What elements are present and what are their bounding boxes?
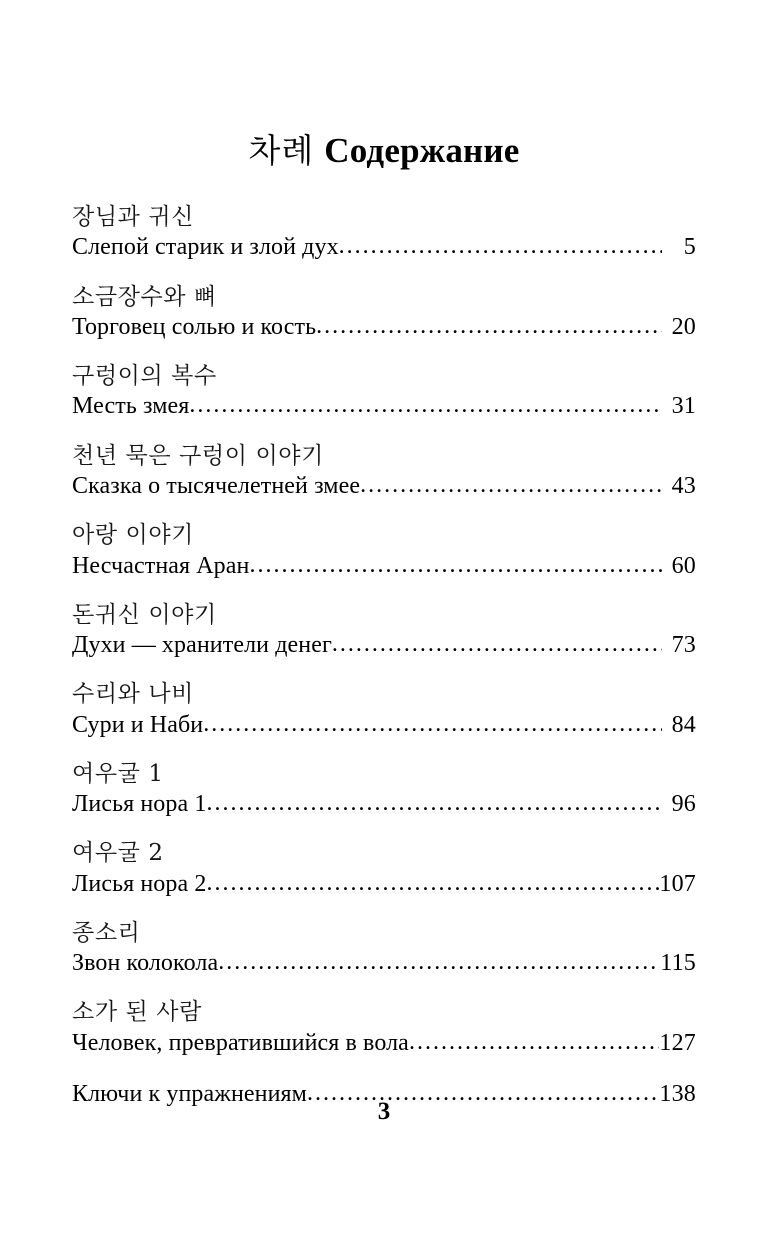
dot-leader — [203, 709, 662, 740]
toc-entry-korean-title: 구렁이의 복수 — [72, 363, 217, 390]
toc-entry[interactable] — [72, 520, 696, 582]
toc-entry-page-number: 138 — [659, 1081, 696, 1108]
toc-entry-korean-title: 종소리 — [72, 919, 141, 946]
toc-entry-korean-title: 소금장수와 뼈 — [72, 283, 217, 310]
toc-entry-row — [72, 1028, 696, 1059]
toc-entry-russian-title: Лисья нора 1 — [72, 791, 207, 818]
toc-entry-korean-title: 아랑 이야기 — [72, 522, 195, 549]
toc-entry[interactable] — [72, 918, 696, 980]
toc-entry-russian-title: Месть змея — [72, 393, 190, 420]
toc-entry-korean-title: 수리와 나비 — [72, 681, 195, 708]
toc-entry-korean-title: 소가 된 사람 — [72, 999, 202, 1026]
toc-entry-row — [72, 312, 696, 343]
dot-leader — [316, 311, 662, 342]
toc-entry-page-number: 96 — [671, 791, 696, 818]
toc-entry[interactable] — [72, 361, 696, 423]
toc-entry-russian-title: Несчастная Аран — [72, 552, 250, 579]
toc-entry-page-number: 107 — [659, 870, 696, 897]
dot-leader — [206, 868, 659, 899]
toc-entry-russian-title: Слепой старик и злой дух — [72, 234, 339, 261]
toc-entry-korean-title: 여우굴 1 — [72, 760, 164, 787]
toc-entry-russian-title: Лисья нора 2 — [72, 870, 207, 897]
dot-leader — [218, 947, 660, 978]
toc-entry[interactable] — [72, 838, 696, 900]
toc-entry-russian-title: Человек, превратившийся в вола — [72, 1029, 409, 1056]
toc-entry[interactable] — [72, 282, 696, 344]
toc-entry-page-number: 20 — [671, 313, 696, 340]
toc-entry-row — [72, 789, 696, 820]
toc-entry-row — [72, 630, 696, 661]
toc-entry-russian-title: Ключи к упражнениям — [72, 1081, 307, 1108]
toc-entry-row — [72, 471, 696, 502]
toc-entry-page-number: 115 — [660, 950, 696, 977]
toc-entry-page-number: 5 — [683, 234, 696, 261]
dot-leader — [332, 629, 662, 660]
toc-entry-russian-title: Духи — хранители денег — [72, 632, 332, 659]
toc-entry-korean-title: 돈귀신 이야기 — [72, 601, 217, 628]
toc-entry-page-number: 60 — [671, 552, 696, 579]
toc-entry-korean-title: 장님과 귀신 — [72, 204, 195, 230]
page-title-russian: Содержание — [324, 131, 520, 170]
toc-entry-russian-title: Сури и Наби — [72, 711, 204, 738]
dot-leader — [339, 231, 662, 262]
toc-entry-page-number: 31 — [671, 393, 696, 420]
toc-entry-korean-title: 천년 묵은 구렁이 이야기 — [72, 442, 324, 469]
dot-leader — [206, 788, 662, 819]
toc-entry-russian-title: Сказка о тысячелетней змее — [72, 473, 361, 499]
page-number-folio: 3 — [377, 1098, 391, 1125]
toc-entry-russian-title: Торговец солью и кость — [72, 313, 317, 340]
toc-entry-row — [72, 869, 696, 900]
toc-entry-korean-title: 여우굴 2 — [72, 840, 164, 867]
toc-entry-row — [72, 232, 696, 263]
toc-entry-page-number: 127 — [659, 1029, 696, 1056]
toc-entry-row — [72, 710, 696, 741]
table-of-contents-list — [72, 168, 696, 1110]
dot-leader — [409, 1027, 659, 1058]
toc-entry[interactable] — [72, 759, 696, 821]
toc-entry-row — [72, 391, 696, 422]
toc-entry-page-number: 84 — [671, 711, 696, 738]
dot-leader — [360, 470, 662, 501]
toc-entry-row — [72, 948, 696, 979]
page-title-korean: 차례 — [248, 131, 315, 170]
toc-entry[interactable] — [72, 441, 696, 503]
dot-leader — [189, 390, 662, 421]
toc-entry-russian-title: Звон колокола — [72, 950, 219, 977]
toc-entry-row — [72, 551, 696, 582]
toc-entry[interactable] — [72, 997, 696, 1059]
toc-entry-page-number: 73 — [671, 632, 696, 659]
toc-entry[interactable] — [72, 600, 696, 662]
dot-leader — [249, 550, 662, 581]
toc-entry-page-number: 43 — [671, 473, 696, 499]
toc-entry[interactable] — [72, 202, 696, 264]
page-title — [72, 0, 696, 168]
toc-entry[interactable] — [72, 679, 696, 741]
